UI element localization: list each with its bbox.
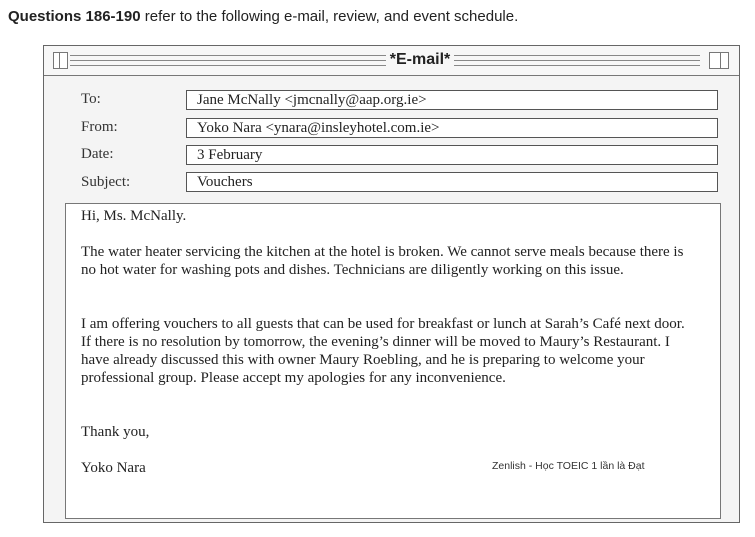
subject-field[interactable]: Vouchers <box>186 172 718 192</box>
closing: Thank you, <box>81 424 150 440</box>
to-field[interactable]: Jane McNally <jmcnally@aap.org.ie> <box>186 90 718 110</box>
titlebar-stripes-right <box>454 55 700 66</box>
window-title: *E-mail* <box>389 51 451 68</box>
subject-label: Subject: <box>81 174 131 190</box>
questions-label: Questions 186-190 <box>8 8 141 25</box>
paragraph-1: The water heater servicing the kitchen at the hotel is broken. We cannot serve meals because there is no hot water for washing pots and dishes. Technicians are diligently working on this issue. <box>81 244 684 278</box>
to-label: To: <box>81 91 101 107</box>
message-body[interactable] <box>65 203 721 519</box>
intro-description: refer to the following e-mail, review, and event schedule. <box>144 8 519 25</box>
greeting: Hi, Ms. McNally. <box>81 208 187 224</box>
from-label: From: <box>81 119 118 135</box>
watermark-text: Zenlish - Học TOEIC 1 lần là Đạt <box>492 460 645 472</box>
email-window <box>43 45 740 523</box>
date-field[interactable]: 3 February <box>186 145 718 165</box>
titlebar-stripes-left <box>70 55 386 66</box>
window-titlebar <box>44 46 739 76</box>
from-field[interactable]: Yoko Nara <ynara@insleyhotel.com.ie> <box>186 118 718 138</box>
zoom-box-icon[interactable] <box>709 52 729 69</box>
signature: Yoko Nara <box>81 460 146 476</box>
date-label: Date: <box>81 146 114 162</box>
intro-text <box>8 8 518 25</box>
paragraph-2: I am offering vouchers to all guests that can be used for breakfast or lunch at Sarah’s Café next door. If there is no resolution by tomorrow, the evening’s dinner will be moved to Maury’s Restaurant. I have already discussed this with owner Maury Roebling, and he is preparing to welcome your professional group. Please accept my apologies for any inconvenience. <box>81 316 685 386</box>
close-box-icon[interactable] <box>53 52 68 69</box>
